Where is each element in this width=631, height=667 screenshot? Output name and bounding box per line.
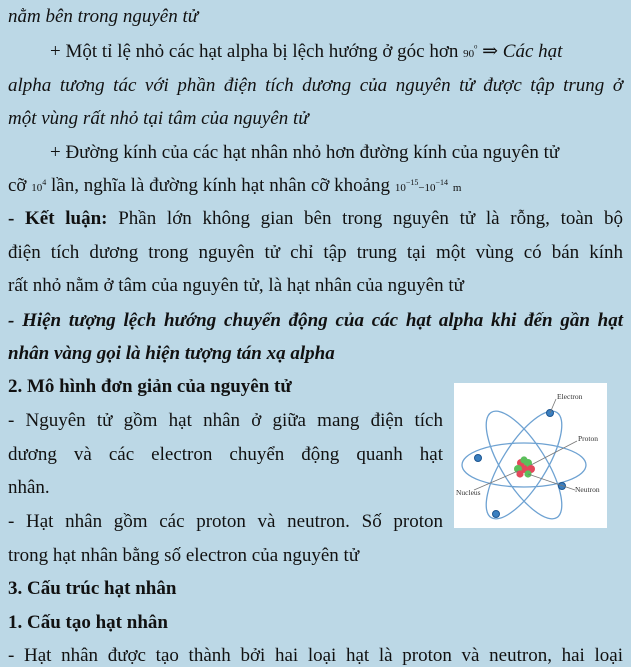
text-line-14: nhân. <box>8 477 50 498</box>
text-line-3: alpha tương tác với phần điện tích dương của nguyên tử được tập trung ở <box>8 75 623 96</box>
conclusion-text: Phần lớn không gian bên trong nguyên tử là rỗng, toàn bộ <box>107 208 624 229</box>
text-line-7 <box>8 208 623 230</box>
section-heading-2: 2. Mô hình đơn giản của nguyên tử <box>8 376 292 397</box>
atom-model-figure <box>454 383 607 528</box>
text-line-17: - Hạt nhân được tạo thành bởi hai loại hạt là proton và neutron, hai loại <box>8 645 623 666</box>
text-line-11: nhân vàng gọi là hiện tượng tán xạ alpha <box>8 343 335 364</box>
text-line-9: rất nhỏ nằm ở tâm của nguyên tử, là hạt nhân của nguyên tử <box>8 275 464 296</box>
text-line-6 <box>8 175 623 200</box>
section-heading-1: 1. Cấu tạo hạt nhân <box>8 612 168 633</box>
text-line-10: - Hiện tượng lệch hướng chuyển động của các hạt alpha khi đến gần hạt <box>8 310 623 331</box>
text-line-5: + Đường kính của các hạt nhân nhỏ hơn đường kính của nguyên tử <box>50 142 560 163</box>
power-exponent: 4 <box>42 178 47 187</box>
proton-pointer <box>531 441 577 465</box>
nucleus-cluster <box>514 456 535 477</box>
text-line-12: - Nguyên tử gồm hạt nhân ở giữa mang điện tích <box>8 410 443 431</box>
range-base-1: 10 <box>394 182 406 194</box>
text-line-8: điện tích dương trong nguyên tử chỉ tập trung tại một vùng có bán kính <box>8 242 623 263</box>
electron-dot-left <box>475 455 482 462</box>
text-line-6-b: lần, nghĩa là đường kính hạt nhân cỡ khoảng <box>50 175 391 196</box>
text-line-13: dương và các electron chuyển động quanh hạt <box>8 444 443 465</box>
power-base: 10 <box>31 182 43 194</box>
conclusion-label: - Kết luận: <box>8 208 108 229</box>
label-proton: Proton <box>578 434 599 443</box>
text-line-16: trong hạt nhân bằng số electron của nguyên tử <box>8 545 360 566</box>
electron-dot-bottom <box>493 511 500 518</box>
label-neutron: Neutron <box>575 485 600 494</box>
range-base-2: −10 <box>418 182 436 194</box>
text-line-1: nằm bên trong nguyên tử <box>8 6 199 27</box>
section-heading-3: 3. Cấu trúc hạt nhân <box>8 578 177 599</box>
range-exponent-2: −14 <box>435 178 449 187</box>
implies-arrow: ⇒ <box>482 41 499 62</box>
text-line-2-tail: Các hạt <box>502 41 563 62</box>
label-nucleus: Nucleus <box>456 488 481 497</box>
text-line-2 <box>50 41 623 66</box>
degree-sign: ⁰ <box>474 44 478 53</box>
range-exponent-1: −15 <box>405 178 419 187</box>
text-line-15: - Hạt nhân gồm các proton và neutron. Số proton <box>8 511 443 532</box>
angle-value: 90 <box>463 48 475 60</box>
text-line-2-main: + Một tỉ lệ nhỏ các hạt alpha bị lệch hướng ở góc hơn <box>50 41 459 62</box>
text-line-4: một vùng rất nhỏ tại tâm của nguyên tử <box>8 108 309 129</box>
text-line-6-a: cỡ <box>8 175 27 196</box>
label-electron: Electron <box>557 392 583 401</box>
atom-diagram <box>454 383 607 528</box>
unit-meter: m <box>452 182 462 194</box>
